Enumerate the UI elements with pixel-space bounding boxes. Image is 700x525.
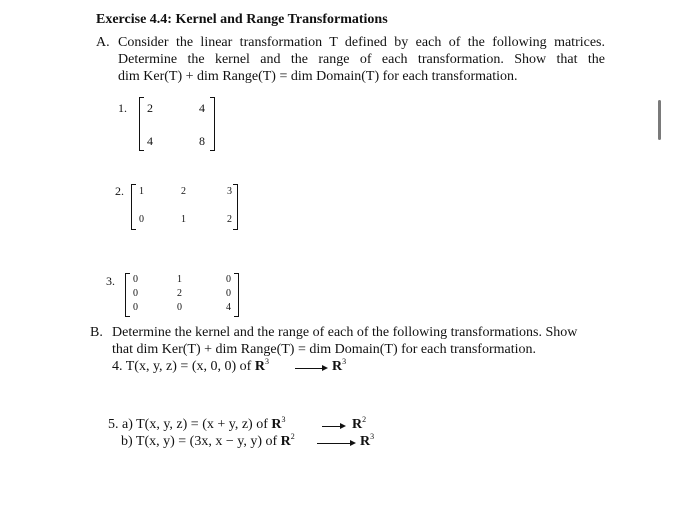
question-5a-domain-exponent: 3 [281, 415, 286, 424]
matrix-3-left-bracket [125, 273, 130, 317]
question-5a-codomain-exponent: 2 [362, 415, 367, 424]
right-arrow-icon [295, 368, 326, 369]
matrix-1-cell: 4 [147, 134, 153, 148]
question-4-codomain-exponent: 3 [342, 357, 347, 366]
question-5b-domain-exponent: 2 [290, 432, 295, 441]
matrix-1-right-bracket [210, 97, 215, 151]
right-arrow-icon [322, 426, 344, 427]
question-4-text: 4. T(x, y, z) = (x, 0, 0) of [112, 359, 255, 374]
matrix-3-cell: 1 [177, 274, 182, 285]
matrix-1-cell: 8 [199, 134, 205, 148]
matrix-1-cell: 2 [147, 101, 153, 115]
question-4-codomain-wrap [332, 358, 346, 375]
part-b-line-2: that dim Ker(T) + dim Range(T) = dim Domain(T) for each transformation. [112, 342, 536, 357]
question-5b [121, 433, 295, 450]
matrix-2-left-bracket [131, 184, 136, 230]
matrix-3-cell: 0 [177, 302, 182, 313]
question-4-domain: R [254, 359, 265, 374]
question-5b-codomain: R [360, 434, 371, 449]
question-5a-codomain-wrap [352, 416, 366, 433]
matrix-1-label: 1. [118, 101, 127, 115]
matrix-2-cell: 1 [139, 186, 144, 197]
matrix-2-label: 2. [115, 184, 124, 198]
exercise-title: Exercise 4.4: Kernel and Range Transformations [96, 12, 388, 27]
question-5b-domain: R [280, 434, 291, 449]
matrix-1-cell: 4 [199, 101, 205, 115]
question-5b-codomain-exponent: 3 [370, 432, 375, 441]
matrix-2-cell: 1 [181, 214, 186, 225]
question-5a [108, 416, 286, 433]
question-5b-text: b) T(x, y) = (3x, x − y, y) of [121, 434, 281, 449]
question-4-domain-exponent: 3 [264, 357, 269, 366]
matrix-2-right-bracket [233, 184, 238, 230]
matrix-1-left-bracket [139, 97, 144, 151]
matrix-2-cell: 2 [181, 186, 186, 197]
matrix-3-cell: 0 [226, 274, 231, 285]
question-4-codomain: R [332, 359, 343, 374]
question-5b-codomain-wrap [360, 433, 374, 450]
part-a-line-2: Determine the kernel and the range of each transformation. Show that the [118, 52, 605, 67]
matrix-3-cell: 0 [133, 274, 138, 285]
matrix-3-cell: 4 [226, 302, 231, 313]
matrix-2-cell: 2 [227, 214, 232, 225]
vertical-scrollbar[interactable] [658, 100, 661, 140]
matrix-2-cell: 3 [227, 186, 232, 197]
matrix-3-cell: 0 [226, 288, 231, 299]
matrix-3-label: 3. [106, 274, 115, 288]
matrix-2-cell: 0 [139, 214, 144, 225]
question-5a-text: 5. a) T(x, y, z) = (x + y, z) of [108, 417, 272, 432]
part-b-line-1: Determine the kernel and the range of each of the following transformations. Show [112, 325, 578, 340]
matrix-3-right-bracket [234, 273, 239, 317]
matrix-3-cell: 0 [133, 302, 138, 313]
right-arrow-icon [317, 443, 354, 444]
part-a-label: A. [96, 35, 110, 50]
part-b-label: B. [90, 325, 103, 340]
matrix-3-cell: 0 [133, 288, 138, 299]
question-5a-domain: R [271, 417, 282, 432]
part-a-line-3: dim Ker(T) + dim Range(T) = dim Domain(T) for each transformation. [118, 69, 518, 84]
question-5a-codomain: R [352, 417, 363, 432]
matrix-3-cell: 2 [177, 288, 182, 299]
part-a-line-1: Consider the linear transformation T defined by each of the following matrices. [118, 35, 605, 50]
question-4 [112, 358, 269, 375]
